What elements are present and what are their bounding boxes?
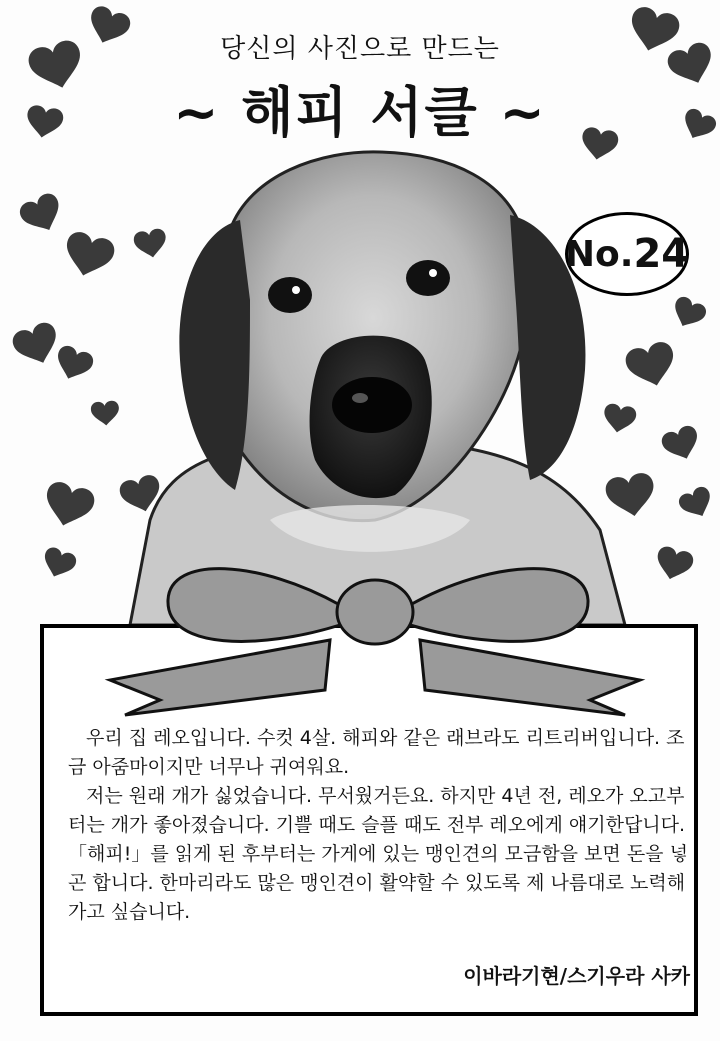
- heart-icon: [17, 190, 68, 238]
- heart-icon: [133, 227, 169, 260]
- badge-number: 24: [633, 231, 690, 277]
- heart-icon: [623, 339, 680, 391]
- heart-icon: [60, 229, 117, 281]
- page-title: ~ 해피 서클 ~: [173, 81, 547, 144]
- heart-icon: [668, 294, 709, 332]
- story-paragraph: 우리 집 레오입니다. 수컷 4살. 해피와 같은 래브라도 리트리버입니다. 조금 아줌마이지만 너무나 귀여워요.: [68, 727, 685, 778]
- heart-icon: [40, 479, 97, 531]
- story-paragraph: 저는 원래 개가 싫었습니다. 무서웠거든요. 하지만 4년 전, 레오가 오고부터는 개가 좋아졌습니다. 기쁠 때도 슬플 때도 전부 레오에게 얘기한답니다.: [68, 785, 686, 836]
- heart-icon: [659, 423, 703, 464]
- reader-credit: 이바라기현/스기우라 사카: [463, 964, 690, 988]
- story-text: [68, 724, 688, 927]
- heart-icon: [601, 402, 637, 435]
- heart-icon: [51, 343, 95, 384]
- badge-prefix: No.: [564, 233, 634, 275]
- heart-icon: [676, 484, 717, 522]
- story-paragraph: 「해피!」를 읽게 된 후부터는 가게에 있는 맹인견의 모금함을 보면 돈을 넣곤 합니다. 한마리라도 많은 맹인견이 활약할 수 있도록 제 나름대로 노력해가고 싶습니다.: [68, 843, 688, 923]
- page-subtitle: 당신의 사진으로 만드는: [220, 34, 500, 64]
- heart-icon: [10, 320, 64, 371]
- heart-icon: [652, 545, 695, 584]
- heart-icon: [90, 400, 120, 426]
- heart-icon: [604, 471, 658, 520]
- dog-photo: [130, 152, 625, 625]
- heart-icon: [39, 545, 78, 582]
- issue-number-badge: [565, 212, 689, 296]
